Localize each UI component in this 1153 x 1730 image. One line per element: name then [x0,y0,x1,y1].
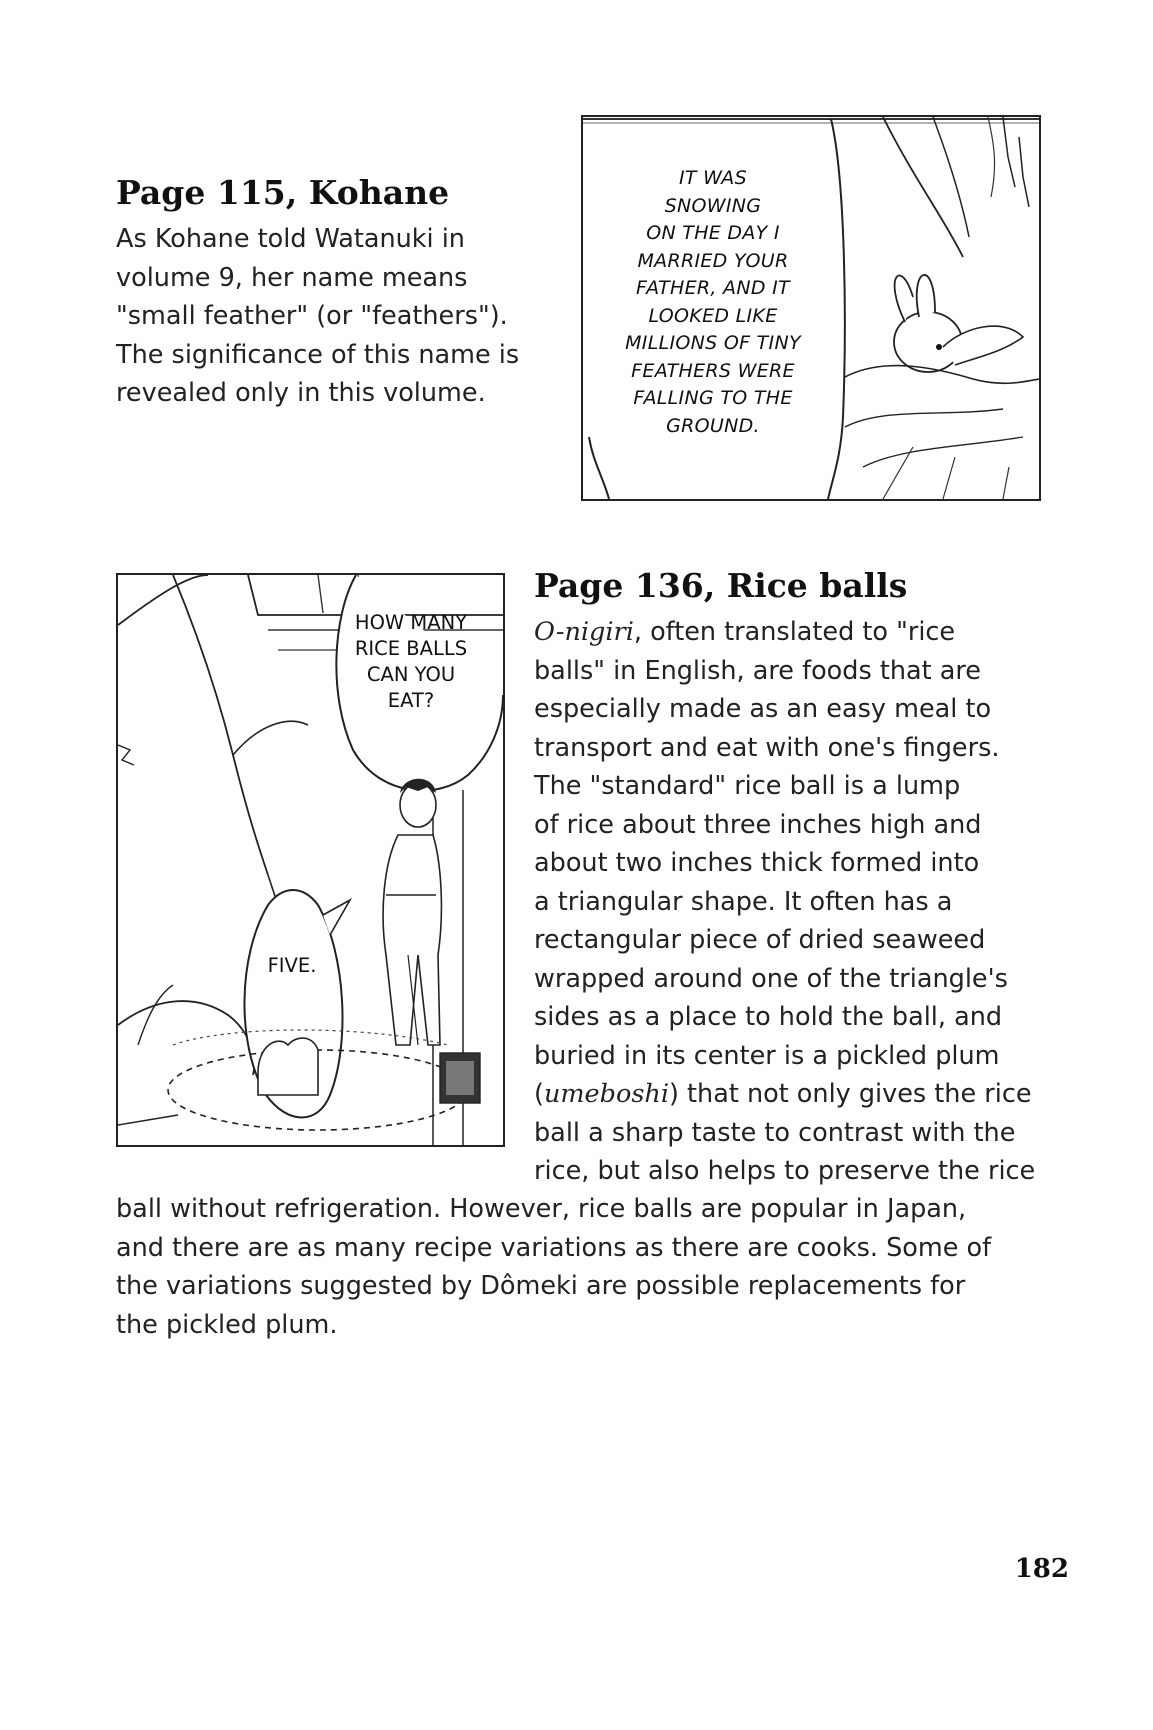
bubble-line: FEATHERS WERE [631,359,795,382]
text-line: (umeboshi) that not only gives the rice [534,1079,1032,1109]
text-line: wrapped around one of the triangle's [534,963,1008,994]
text-line: rectangular piece of dried seaweed [534,925,986,955]
bubble-line: RICE BALLS [354,637,468,660]
rice-balls-note-text [534,613,1035,1191]
kohane-note-text [116,220,519,413]
bubble-line: ON THE DAY I [646,222,780,244]
text-line: a triangular shape. It often has a [534,886,953,917]
rice-balls-note-text-continued [116,1190,991,1344]
heading-page-115-kohane: Page 115, Kohane [116,173,450,212]
text-line: of rice about three inches high and [534,809,982,840]
italic-term-o-nigiri: O-nigiri [534,617,634,647]
bubble-line: GROUND. [666,414,760,437]
text-line: the variations suggested by Dômeki are possible replacements for [116,1271,966,1301]
speech-bubble-snowing [593,165,833,440]
text-line: balls" in English, are foods that are [534,655,981,686]
manga-panel-rice-balls [116,573,505,1147]
bubble-line: LOOKED LIKE [648,304,778,327]
manga-panel-kohane [581,115,1041,501]
speech-bubble-how-many [336,610,486,714]
text-line: and there are as many recipe variations as there are cooks. Some of [116,1232,992,1263]
text-line: The significance of this name is [116,339,520,370]
bubble-line: SNOWING [664,194,762,217]
text-line: sides as a place to hold the ball, and [534,1002,1003,1032]
text-line: buried in its center is a pickled plum [534,1040,1000,1071]
text-line: transport and eat with one's fingers. [534,732,1000,763]
bubble-line: IT WAS [679,167,747,189]
text-line: volume 9, her name means [116,262,468,293]
bubble-line: FALLING TO THE [633,387,793,409]
bubble-line: EAT? [387,689,435,712]
text-line: ball a sharp taste to contrast with the [534,1117,1016,1148]
text-line: As Kohane told Watanuki in [116,224,465,254]
text-line: especially made as an easy meal to [534,694,992,724]
page-number: 182 [1014,1554,1069,1584]
text-line: the pickled plum. [116,1309,338,1340]
bubble-line: CAN YOU [366,663,456,686]
text-line: revealed only in this volume. [116,378,486,408]
heading-page-136-rice-balls: Page 136, Rice balls [534,566,908,605]
italic-term-umeboshi: umeboshi [543,1079,669,1109]
text-line: O-nigiri, often translated to "rice [534,617,956,647]
speech-bubble-five: FIVE. [267,954,317,977]
bubble-line: FATHER, AND IT [636,277,790,299]
text-line: about two inches thick formed into [534,848,980,878]
text-line: rice, but also helps to preserve the rice [534,1156,1036,1186]
text-line: The "standard" rice ball is a lump [534,771,961,801]
bubble-line: HOW MANY [354,611,468,634]
text-line: "small feather" (or "feathers"). [116,301,508,331]
text-line: ball without refrigeration. However, rice balls are popular in Japan, [116,1194,967,1224]
bubble-line: MARRIED YOUR [637,249,789,272]
bubble-line: MILLIONS OF TINY [625,332,801,354]
